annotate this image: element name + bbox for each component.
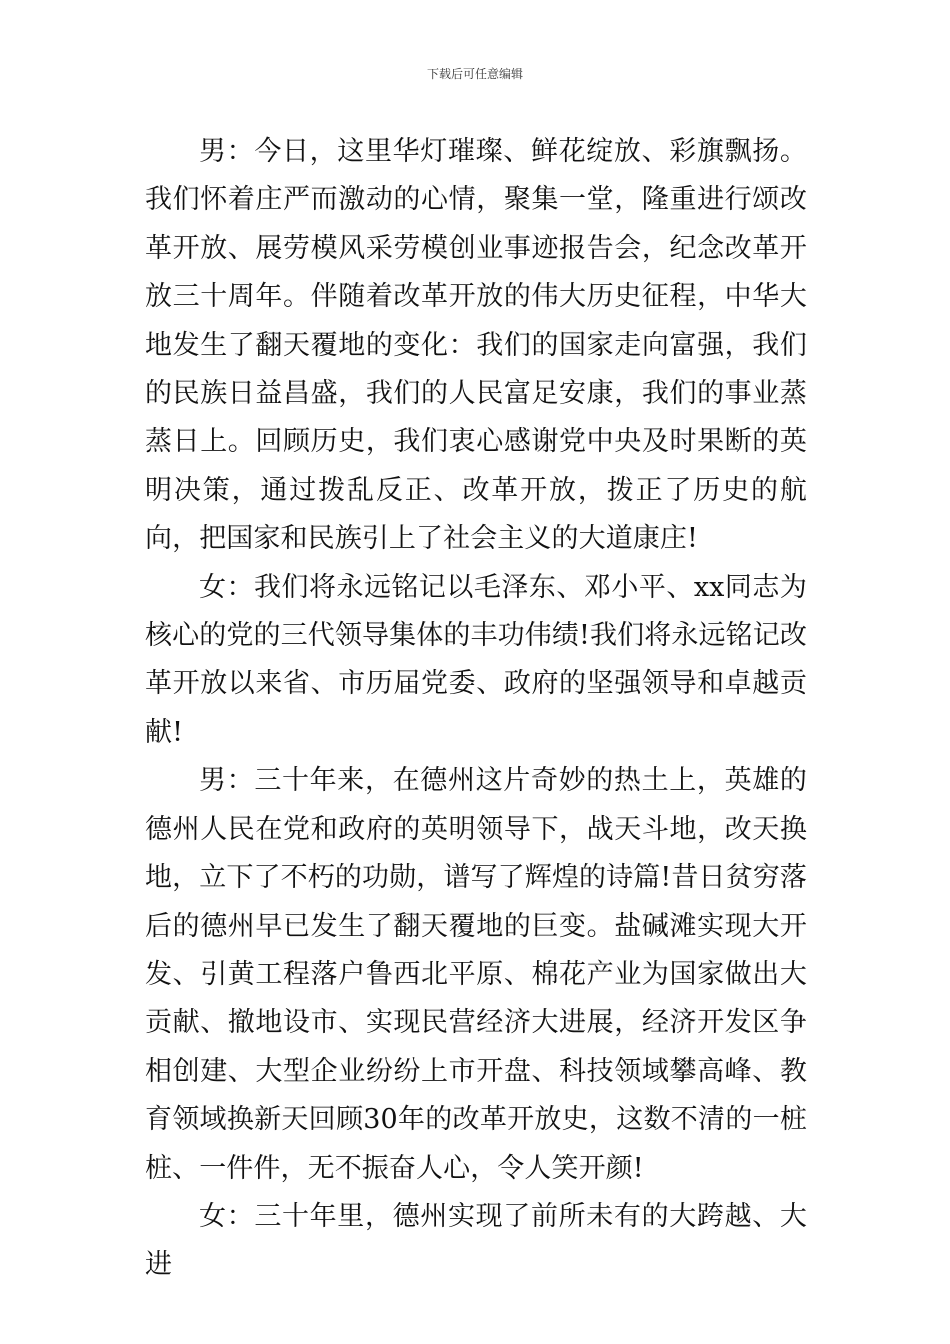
page-header: 下载后可任意编辑 [426, 67, 523, 81]
paragraph-male-opening: 男：今日，这里华灯璀璨、鲜花绽放、彩旗飘扬。我们怀着庄严而激动的心情，聚集一堂，隆重进行颂改革开放、展劳模风采劳模创业事迹报告会，纪念改革开放三十周年。伴随着改革开放的伟大历史征程，中华大地发生了翻天覆地的变化：我们的国家走向富强，我们的民族日益昌盛，我们的人民富足安康，我们的事业蒸蒸日上。回顾历史，我们衷心感谢党中央及时果断的英明决策，通过拨乱反正、改革开放，拨正了历史的航向，把国家和民族引上了社会主义的大道康庄! [145, 136, 807, 555]
paragraph-female-tribute: 女：我们将永远铭记以毛泽东、邓小平、xx同志为核心的党的三代领导集体的丰功伟绩!我们将永远铭记改革开放以来省、市历届党委、政府的坚强领导和卓越贡献! [145, 571, 807, 748]
paragraph-female-progress: 女：三十年里，德州实现了前所未有的大跨越、大进 [145, 1200, 807, 1281]
paragraph-male-dezhou: 男：三十年来，在德州这片奇妙的热土上，英雄的德州人民在党和政府的英明领导下，战天斗地，改天换地，立下了不朽的功勋，谱写了辉煌的诗篇!昔日贫穷落后的德州早已发生了翻天覆地的巨变。盐碱滩实现大开发、引黄工程落户鲁西北平原、棉花产业为国家做出大贡献、撤地设市、实现民营经济大进展，经济开发区争相创建、大型企业纷纷上市开盘、科技领域攀高峰、教育领域换新天回顾30年的改革开放史，这数不清的一桩桩、一件件，无不振奋人心，令人笑开颜! [145, 765, 807, 1184]
document-body [145, 128, 807, 1290]
